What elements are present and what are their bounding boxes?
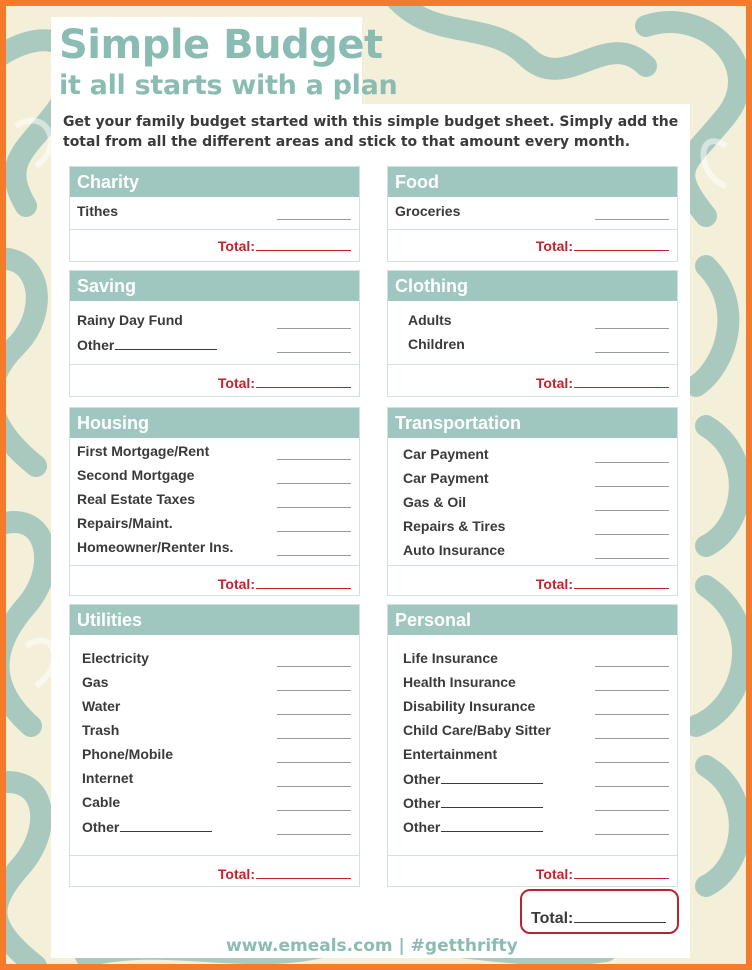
total-label: Total: (217, 238, 255, 254)
budget-row (388, 542, 677, 566)
amount-blank[interactable] (595, 352, 669, 353)
section-total[interactable] (536, 575, 669, 592)
amount-blank[interactable] (277, 690, 351, 691)
budget-row (388, 446, 677, 470)
section-title: Food (388, 167, 677, 197)
amount-blank[interactable] (277, 352, 351, 353)
total-blank[interactable] (574, 865, 669, 879)
row-label: Other (77, 336, 217, 353)
budget-row (70, 746, 359, 770)
row-label: Other (403, 794, 543, 811)
amount-blank[interactable] (277, 834, 351, 835)
amount-blank[interactable] (595, 786, 669, 787)
other-blank[interactable] (115, 336, 217, 350)
budget-row (70, 203, 359, 227)
other-blank[interactable] (441, 794, 543, 808)
budget-row (70, 818, 359, 842)
amount-blank[interactable] (277, 483, 351, 484)
section-utilities (69, 604, 360, 887)
section-transportation (387, 407, 678, 596)
total-blank[interactable] (256, 374, 351, 388)
total-blank[interactable] (574, 237, 669, 251)
other-blank[interactable] (441, 770, 543, 784)
divider (70, 565, 359, 566)
section-charity (69, 166, 360, 262)
section-title: Personal (388, 605, 677, 635)
budget-row (70, 794, 359, 818)
amount-blank[interactable] (277, 762, 351, 763)
amount-blank[interactable] (595, 328, 669, 329)
row-label: Second Mortgage (77, 467, 195, 483)
total-label: Total: (535, 576, 573, 592)
amount-blank[interactable] (595, 834, 669, 835)
row-label: First Mortgage/Rent (77, 443, 210, 459)
divider (388, 229, 677, 230)
page-title: Simple Budget (59, 22, 383, 68)
total-label: Total: (535, 375, 573, 391)
section-title: Utilities (70, 605, 359, 635)
row-label: Disability Insurance (403, 698, 536, 714)
amount-blank[interactable] (595, 738, 669, 739)
budget-row (70, 722, 359, 746)
total-blank[interactable] (256, 575, 351, 589)
budget-row (388, 203, 677, 227)
row-label: Auto Insurance (403, 542, 505, 558)
grand-total-label: Total: (531, 910, 574, 927)
row-label: Rainy Day Fund (77, 312, 183, 328)
section-saving (69, 270, 360, 397)
budget-row (70, 515, 359, 539)
budget-row (70, 443, 359, 467)
other-blank[interactable] (120, 818, 212, 832)
row-label: Repairs/Maint. (77, 515, 173, 531)
row-label: Cable (82, 794, 121, 810)
section-clothing (387, 270, 678, 397)
section-title: Housing (70, 408, 359, 438)
divider (70, 229, 359, 230)
amount-blank[interactable] (595, 486, 669, 487)
divider (70, 364, 359, 365)
budget-row (388, 698, 677, 722)
divider (388, 565, 677, 566)
amount-blank[interactable] (277, 786, 351, 787)
row-label: Internet (82, 770, 134, 786)
budget-row (70, 650, 359, 674)
row-label: Phone/Mobile (82, 746, 173, 762)
amount-blank[interactable] (595, 510, 669, 511)
amount-blank[interactable] (595, 762, 669, 763)
row-label: Life Insurance (403, 650, 498, 666)
total-blank[interactable] (574, 374, 669, 388)
total-blank[interactable] (256, 865, 351, 879)
amount-blank[interactable] (277, 507, 351, 508)
amount-blank[interactable] (277, 714, 351, 715)
row-label: Tithes (77, 203, 118, 219)
page-subtitle: it all starts with a plan (59, 70, 398, 101)
total-label: Total: (217, 866, 255, 882)
budget-row (70, 539, 359, 563)
budget-row (388, 818, 677, 842)
divider (70, 855, 359, 856)
row-label: Children (408, 336, 465, 352)
row-label: Electricity (82, 650, 149, 666)
row-label: Adults (408, 312, 452, 328)
total-label: Total: (535, 866, 573, 882)
section-total[interactable] (218, 575, 351, 592)
row-label: Car Payment (403, 470, 489, 486)
section-housing (69, 407, 360, 596)
row-label: Repairs & Tires (403, 518, 506, 534)
section-total[interactable] (536, 865, 669, 882)
amount-blank[interactable] (595, 666, 669, 667)
row-label: Gas (82, 674, 109, 690)
amount-blank[interactable] (277, 219, 351, 220)
amount-blank[interactable] (277, 328, 351, 329)
row-label: Gas & Oil (403, 494, 467, 510)
section-title: Clothing (388, 271, 677, 301)
amount-blank[interactable] (277, 555, 351, 556)
budget-row (388, 518, 677, 542)
row-label: Car Payment (403, 446, 489, 462)
row-label: Entertainment (403, 746, 498, 762)
divider (388, 364, 677, 365)
budget-row (388, 674, 677, 698)
amount-blank[interactable] (595, 462, 669, 463)
amount-blank[interactable] (595, 714, 669, 715)
row-label: Water (82, 698, 121, 714)
amount-blank[interactable] (277, 531, 351, 532)
row-label: Real Estate Taxes (77, 491, 196, 507)
total-label: Total: (217, 375, 255, 391)
budget-row (70, 674, 359, 698)
row-label: Child Care/Baby Sitter (403, 722, 551, 738)
amount-blank[interactable] (595, 690, 669, 691)
total-blank[interactable] (574, 575, 669, 589)
section-food (387, 166, 678, 262)
row-label: Health Insurance (403, 674, 516, 690)
budget-row (388, 494, 677, 518)
total-label: Total: (535, 238, 573, 254)
row-label: Trash (82, 722, 120, 738)
amount-blank[interactable] (277, 459, 351, 460)
row-label: Other (403, 818, 543, 835)
grand-total-blank[interactable] (574, 908, 666, 923)
total-label: Total: (217, 576, 255, 592)
amount-blank[interactable] (277, 666, 351, 667)
budget-row (388, 470, 677, 494)
amount-blank[interactable] (595, 558, 669, 559)
amount-blank[interactable] (595, 219, 669, 220)
row-label: Other (403, 770, 543, 787)
budget-row (388, 722, 677, 746)
amount-blank[interactable] (277, 738, 351, 739)
section-title: Transportation (388, 408, 677, 438)
budget-row (388, 336, 677, 360)
row-label: Homeowner/Renter Ins. (77, 539, 234, 555)
budget-row (70, 467, 359, 491)
budget-row (70, 336, 359, 360)
budget-row (388, 770, 677, 794)
amount-blank[interactable] (277, 810, 351, 811)
section-total[interactable] (218, 237, 351, 254)
budget-row (70, 770, 359, 794)
budget-row (388, 312, 677, 336)
footer-url: www.emeals.com | #getthrifty (226, 936, 518, 956)
budget-row (388, 746, 677, 770)
intro-text: Get your family budget started with this simple budget sheet. Simply add the total from all the different areas and stick to that amount every month. (63, 114, 679, 150)
section-total[interactable] (218, 374, 351, 391)
budget-row (70, 491, 359, 515)
budget-row (388, 794, 677, 818)
section-total[interactable] (536, 374, 669, 391)
row-label: Other (82, 818, 212, 835)
amount-blank[interactable] (595, 810, 669, 811)
section-total[interactable] (536, 237, 669, 254)
amount-blank[interactable] (595, 534, 669, 535)
section-personal (387, 604, 678, 887)
budget-row (70, 312, 359, 336)
section-total[interactable] (218, 865, 351, 882)
section-title: Charity (70, 167, 359, 197)
divider (388, 855, 677, 856)
budget-row (70, 698, 359, 722)
other-blank[interactable] (441, 818, 543, 832)
grand-total[interactable] (520, 889, 679, 934)
section-title: Saving (70, 271, 359, 301)
row-label: Groceries (395, 203, 461, 219)
budget-row (388, 650, 677, 674)
total-blank[interactable] (256, 237, 351, 251)
